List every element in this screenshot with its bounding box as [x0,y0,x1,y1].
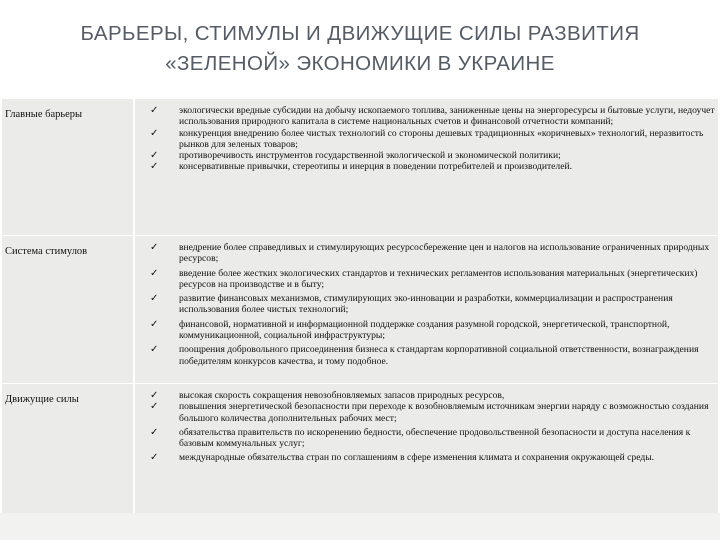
row-label: Главные барьеры [2,99,135,235]
list-item [150,344,718,367]
checkmark-icon: ✓ [150,242,159,253]
checkmark-icon: ✓ [150,344,159,356]
item-text: финансовой, нормативной и информационной поддержке создания разумной городской, энергетической, транспортной, коммуникационной, социальной инфраструктуры; [179,318,670,342]
bottom-decoration [0,513,720,540]
item-text: введение более жестких экологических стандартов и технических регламентов использования материальных (энергетических) ресурсов на производстве и в быту; [179,267,698,290]
list-item [150,452,718,463]
list-item [150,150,718,161]
table-row-stimuli [2,235,718,384]
checkmark-icon: ✓ [150,293,159,305]
list-item [150,401,718,424]
item-text: повышения энергетической безопасности при переходе к возобновляемым источникам энергии наряду с возможностью создания большого количества дополнительных рабочих мест; [179,401,709,424]
checkmark-icon: ✓ [150,390,159,401]
item-text: международные обязательства стран по соглашениям в сфере изменения климата и сохранения окружающей среды. [179,452,655,464]
checkmark-icon: ✓ [150,267,159,279]
item-text: внедрение более справедливых и стимулирующих ресурсосбережение цен и налогов на использование ограниченных природных ресурсов; [179,242,710,265]
item-text: конкуренция внедрению более чистых технологий со стороны дешевых традиционных «коричневых» технологий, неразвитость рынков для зеленых товаров; [179,127,704,150]
checkmark-icon: ✓ [150,105,159,116]
content-table [2,99,718,513]
list-item [150,268,718,291]
checkmark-icon: ✓ [150,452,159,464]
item-text: развитие финансовых механизмов, стимулирующих эко-инновации и разработки, коммерциализации и распространения использования более чистых технологий; [179,293,673,316]
item-text: высокая скорость сокращения невозобновляемых запасов природных ресурсов, [179,390,505,401]
checkmark-icon: ✓ [150,426,159,438]
item-text: экологически вредные субсидии на добычу ископаемого топлива, заниженные цены на энергоресурсы и бытовые услуги, недоучет использования природного капитала в системе национальных счетов и финансовой отчетности компаний; [179,105,715,128]
title-line-1: БАРЬЕРЫ, СТИМУЛЫ И ДВИЖУЩИЕ СИЛЫ РАЗВИТИЯ [80,22,640,45]
item-text: обязательства правительств по искоренению бедности, обеспечение продовольственной безопасности и доступа населения к базовым коммунальных услуг; [179,426,691,450]
list-item [150,128,718,151]
row-items [150,242,718,367]
title-line-2: «ЗЕЛЕНОЙ» ЭКОНОМИКИ В УКРАИНЕ [165,52,555,75]
row-items [150,390,718,464]
list-item [150,161,718,172]
checkmark-icon: ✓ [150,401,159,413]
list-item [150,427,718,450]
checkmark-icon: ✓ [150,150,159,162]
checkmark-icon: ✓ [150,127,159,139]
row-items [150,105,718,173]
item-text: противоречивость инструментов государственной экологической и экономической политики; [179,150,561,162]
table-row-driving-forces [2,383,718,514]
slide-title [0,0,720,98]
checkmark-icon: ✓ [150,318,159,330]
row-label: Движущие силы [2,384,135,514]
list-item [150,293,718,316]
item-text: поощрения добровольного присоединения бизнеса к стандартам корпоративной социальной ответственности, вознаграждения победителям конкурсов качества, и тому подобное. [179,344,699,367]
table-row-barriers [2,99,718,235]
row-label: Система стимулов [2,236,135,384]
item-text: консервативные привычки, стереотипы и инерция в поведении потребителей и производителей. [179,161,573,173]
list-item [150,105,718,128]
list-item [150,242,718,265]
list-item [150,390,718,401]
list-item [150,319,718,342]
checkmark-icon: ✓ [150,161,159,173]
